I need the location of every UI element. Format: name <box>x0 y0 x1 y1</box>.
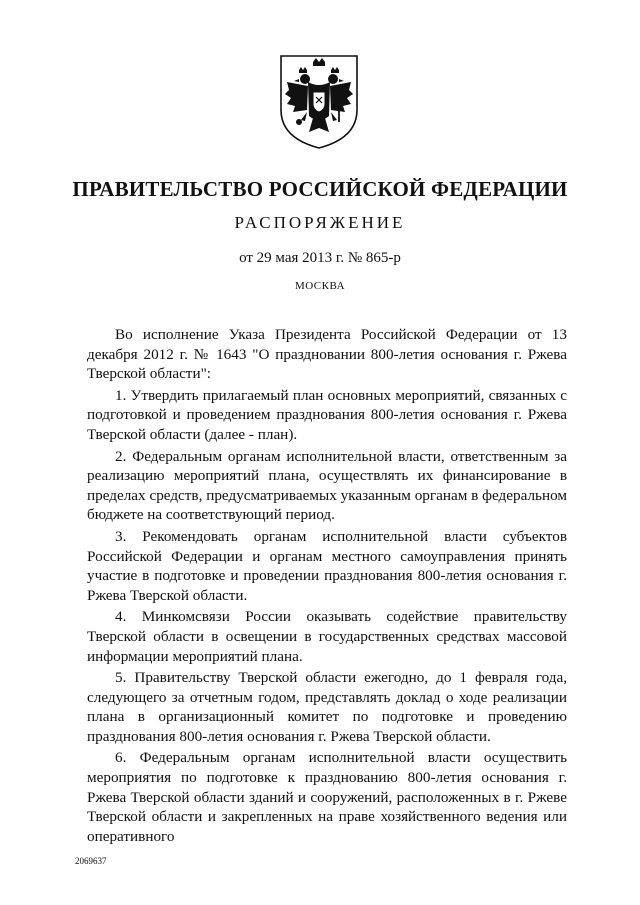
paragraph-item-1: 1. Утвердить прилагаемый план основных мероприятий, связанных с подготовкой и проведением празднования 800-летия основания г. Ржева Тверской области (далее - план). <box>87 386 567 443</box>
document-code: 2069637 <box>75 856 107 866</box>
paragraph-item-5: 5. Правительству Тверской области ежегодно, до 1 февраля года, следующего за отчетным годом, представлять доклад о ходе реализации плана в организационный комитет по подготовке и проведению празднования 800-летия основания г. Ржева Тверской области. <box>87 669 567 745</box>
paragraph-item-6: 6. Федеральным органам исполнительной власти осуществить мероприятия по подготовке к празднованию 800-летия основания г. Ржева Тверской области зданий и сооружений, расположенных в г. Ржеве Тверской области и закрепленных на праве хозяйственного ведения или оперативного <box>87 749 567 845</box>
document-date-number: от 29 мая 2013 г. № 865-р <box>239 250 401 266</box>
document-body <box>87 325 567 848</box>
russian-coat-of-arms-icon <box>277 52 361 150</box>
paragraph-preamble: Во исполнение Указа Президента Российской Федерации от 13 декабря 2012 г. № 1643 "О праздновании 800-летия основания г. Ржева Тверской области": <box>87 326 567 383</box>
paragraph-item-2: 2. Федеральным органам исполнительной власти, ответственным за реализацию мероприятий плана, осуществлять их финансирование в пределах средств, предусматриваемых указанным органам в федеральном бюджете на соответствующий период. <box>87 447 567 524</box>
government-title: ПРАВИТЕЛЬСТВО РОССИЙСКОЙ ФЕДЕРАЦИИ <box>72 177 568 201</box>
document-city: МОСКВА <box>294 280 346 292</box>
document-type: РАСПОРЯЖЕНИЕ <box>234 213 406 232</box>
paragraph-item-3: 3. Рекомендовать органам исполнительной власти субъектов Российской Федерации и органам местного самоуправления принять участие в подготовке и проведении празднования 800-летия основания г. Ржева Тверской области. <box>87 527 567 604</box>
paragraph-item-4: 4. Минкомсвязи России оказывать содействие правительству Тверской области в освещении в государственных средствах массовой информации мероприятий плана. <box>87 608 567 665</box>
